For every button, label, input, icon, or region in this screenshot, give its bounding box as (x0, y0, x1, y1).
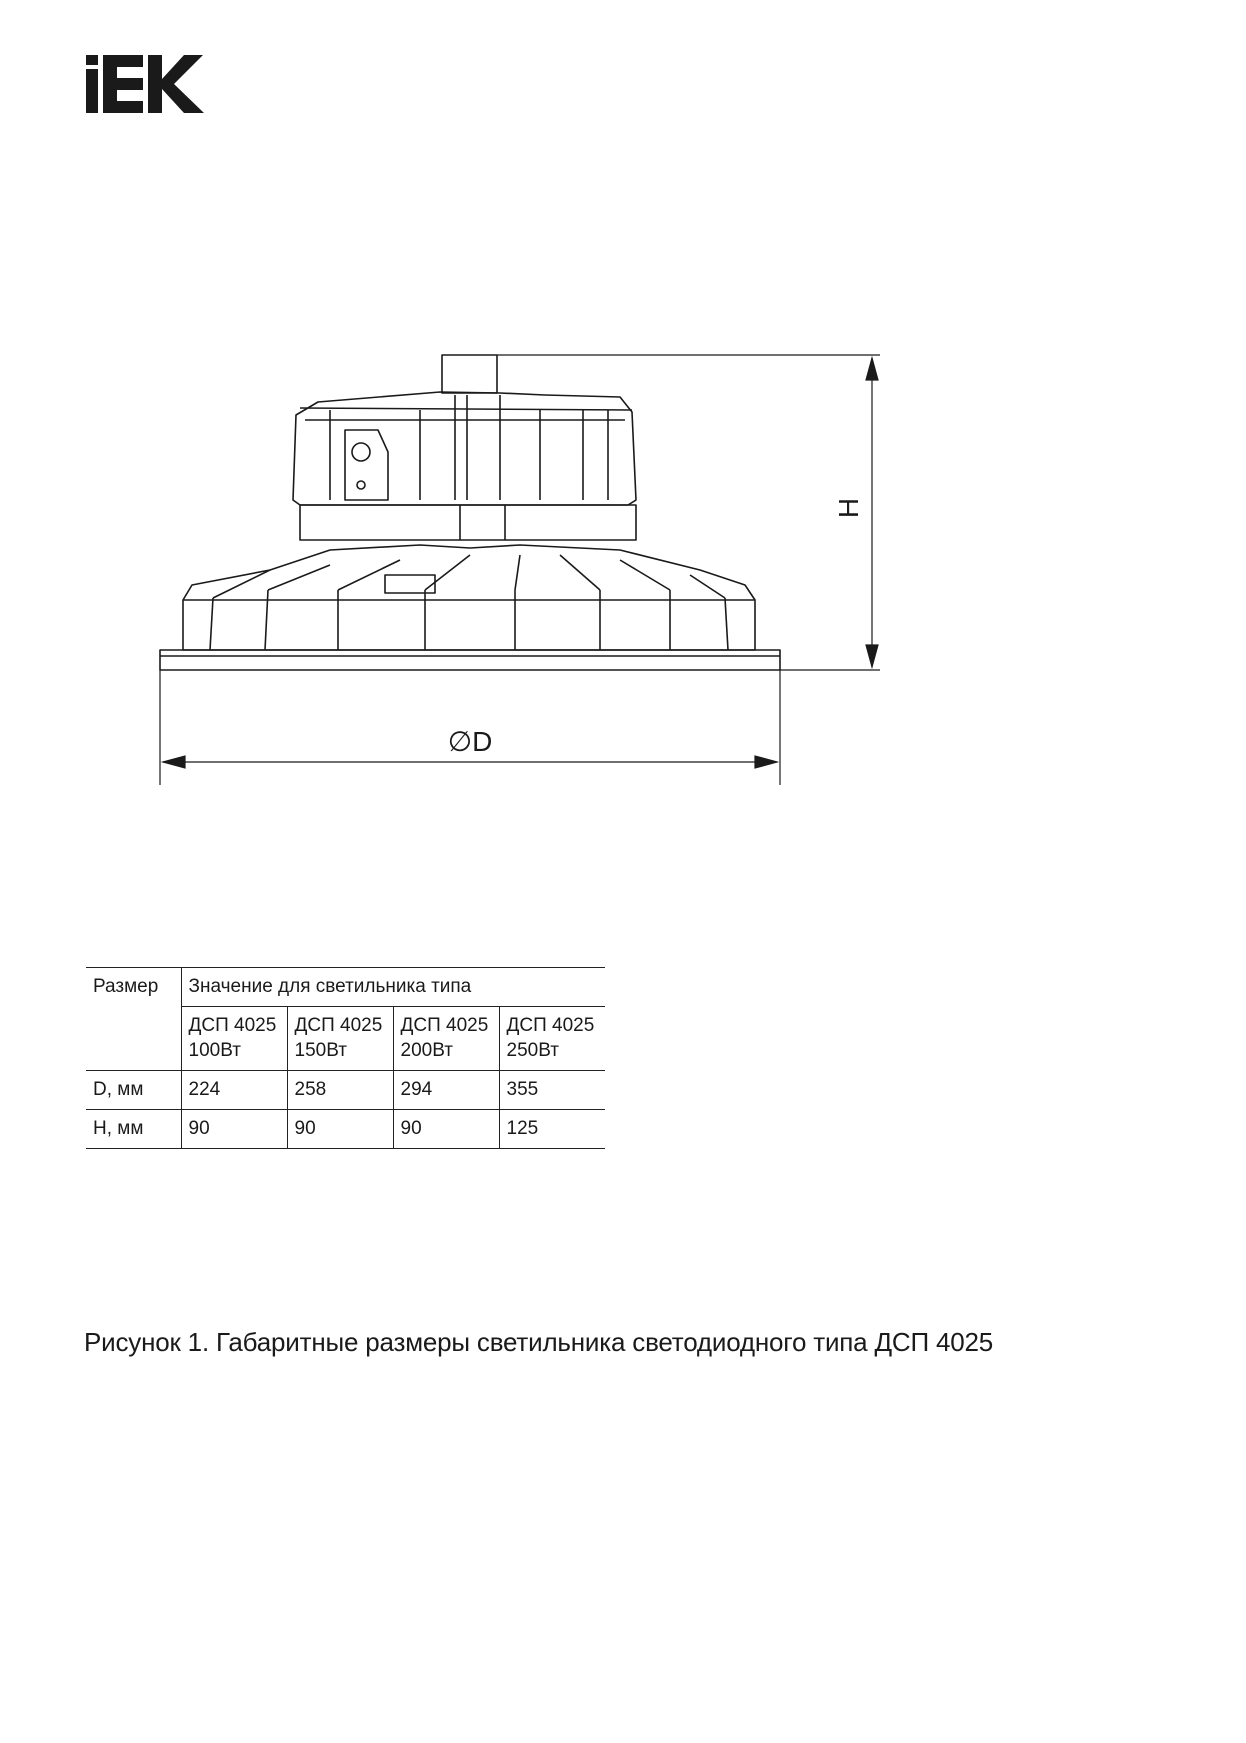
row-label: D, мм (86, 1071, 181, 1110)
table-cell: 90 (181, 1110, 287, 1149)
luminaire-dimension-drawing (0, 0, 1246, 820)
model-header: ДСП 4025 100Вт (181, 1007, 287, 1071)
diameter-symbol: ∅ (447, 726, 473, 757)
row-label: H, мм (86, 1110, 181, 1149)
table-row (86, 1110, 605, 1149)
model-header: ДСП 4025 150Вт (287, 1007, 393, 1071)
model-header: ДСП 4025 250Вт (499, 1007, 605, 1071)
table-cell: 125 (499, 1110, 605, 1149)
luminaire-outline (160, 355, 780, 670)
height-dimension (497, 355, 880, 670)
table-cell: 224 (181, 1071, 287, 1110)
table-row (86, 1071, 605, 1110)
table-cell: 258 (287, 1071, 393, 1110)
height-label: H (833, 497, 864, 519)
header-value: Значение для светильника типа (181, 968, 605, 1007)
header-size: Размер (86, 968, 181, 1071)
table-cell: 90 (393, 1110, 499, 1149)
table-cell: 355 (499, 1071, 605, 1110)
model-header: ДСП 4025 200Вт (393, 1007, 499, 1071)
table-cell: 294 (393, 1071, 499, 1110)
diameter-label: ∅D (447, 726, 493, 757)
dimensions-table (86, 967, 605, 1149)
figure-caption: Рисунок 1. Габаритные размеры светильника светодиодного типа ДСП 4025 (84, 1327, 993, 1357)
table-cell: 90 (287, 1110, 393, 1149)
